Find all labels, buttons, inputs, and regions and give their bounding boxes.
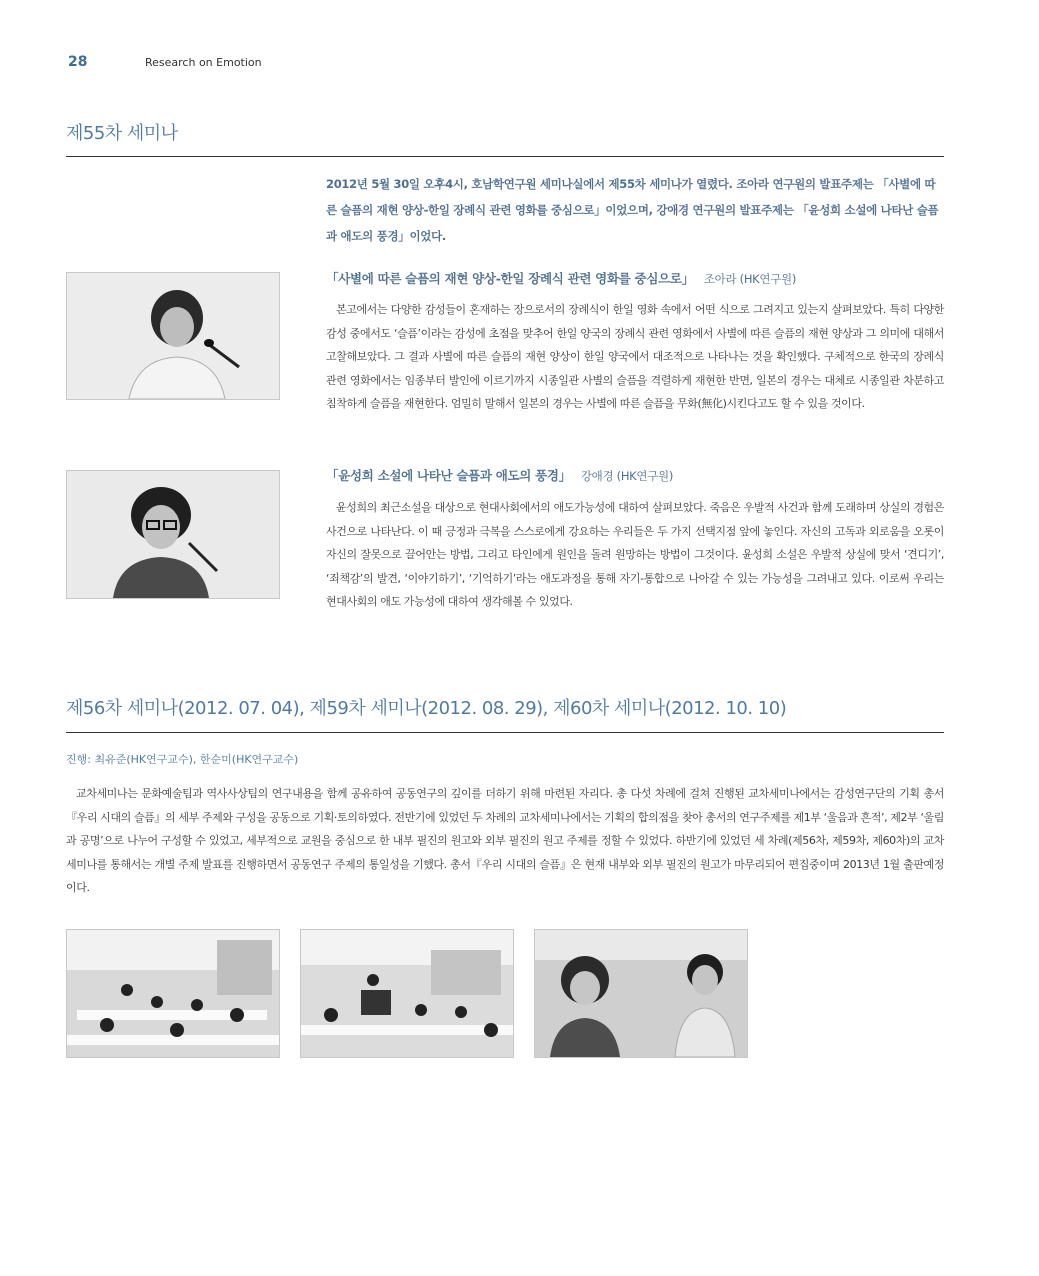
seminar56-host: 진행: 최유준(HK연구교수), 한순미(HK연구교수) xyxy=(66,753,299,766)
seminar-photo-2-graphic xyxy=(301,930,513,1057)
seminar-photo-1 xyxy=(66,929,280,1058)
seminar-photo-1-graphic xyxy=(67,930,279,1057)
presenter-photo-1 xyxy=(66,272,280,400)
seminar55-title: 제55차 세미나 xyxy=(66,123,178,144)
page-number: 28 xyxy=(68,54,88,70)
presenter-photo-2 xyxy=(66,470,280,599)
presenter-photo-1-graphic xyxy=(67,273,279,399)
talk1-title: 「사별에 따른 슬픔의 재현 양상-한일 장례식 관련 영화를 중심으로」 xyxy=(326,271,694,286)
seminar-photo-3 xyxy=(534,929,748,1058)
seminar56-title: 제56차 세미나(2012. 07. 04), 제59차 세미나(2012. 08. 29), 제60차 세미나(2012. 10. 10) xyxy=(66,698,787,719)
seminar55-rule xyxy=(66,156,944,157)
seminar55-intro: 2012년 5월 30일 오후4시, 호남학연구원 세미나실에서 제55차 세미나가 열렸다. 조아라 연구원의 발표주제는 「사별에 따른 슬픔의 재현 양상-한일 장례식 관련 영화를 중심으로」이었으며, 강애경 연구원의 발표주제는 「윤성희 소설에 나타난 슬픔과 애도의 풍경」이었다. xyxy=(326,177,939,243)
talk2-title: 「윤성희 소설에 나타난 슬픔과 애도의 풍경」 xyxy=(326,468,571,483)
talk1-presenter: 조아라 (HK연구원) xyxy=(703,272,797,286)
talk2-presenter: 강애경 (HK연구원) xyxy=(580,469,674,483)
seminar-photo-2 xyxy=(300,929,514,1058)
talk1-body: 본고에서는 다양한 감성들이 혼재하는 장으로서의 장례식이 한일 영화 속에서 어떤 식으로 그려지고 있는지 살펴보았다. 특히 다양한 감성 중에서도 ‘슬픔’이라는 감성에 초점을 맞추어 한일 양국의 장례식 관련 영화에서 사별에 따른 슬픔의 재현 양상과 그 의미에 대해서 고찰해보았다. 그 결과 사별에 따른 슬픔의 재현 양상이 한일 양국에서 대조적으로 나타나는 것을 확인했다. 구체적으로 한국의 장례식 관련 영화에서는 임종부터 발인에 이르기까지 시종일관 사별의 슬픔을 격렬하게 재현한 반면, 일본의 경우는 대체로 시종일관 차분하고 침착하게 슬픔을 재현한다. 엄밀히 말해서 일본의 경우는 사별에 따른 슬픔을 무화(無化)시킨다고도 할 수 있을 것이다. xyxy=(326,303,944,410)
talk2-body: 윤성희의 최근소설을 대상으로 현대사회에서의 애도가능성에 대하여 살펴보았다. 죽음은 우발적 사건과 함께 도래하며 상실의 경험은 사건으로 나타난다. 이 때 긍정과 극복을 스스로에게 강요하는 우리들은 두 가지 선택지점 앞에 놓인다. 자신의 고독과 외로움을 오롯이 자신의 잘못으로 끌어안는 방법, 그리고 타인에게 원인을 돌려 원망하는 방법이 그것이다. 윤성희 소설은 우발적 상실에 맞서 ‘견디기’, ‘죄책감’의 발견, ‘이야기하기’, ‘기억하기’라는 애도과정을 통해 자기-통합으로 나아갈 수 있는 가능성을 그려내고 있다. 이로써 우리는 현대사회의 애도 가능성에 대하여 생각해볼 수 있었다. xyxy=(326,501,944,608)
seminar-photo-3-graphic xyxy=(535,930,747,1057)
seminar56-rule xyxy=(66,732,944,733)
running-title: Research on Emotion xyxy=(145,56,262,69)
presenter-photo-2-graphic xyxy=(67,471,279,598)
talk1-heading xyxy=(326,269,796,287)
talk2-heading xyxy=(326,466,673,484)
seminar56-body: 교차세미나는 문화예술팀과 역사사상팀의 연구내용을 함께 공유하여 공동연구의 깊이를 더하기 위해 마련된 자리다. 총 다섯 차례에 걸쳐 진행된 교차세미나에서는 감성연구단의 기획 총서『우리 시대의 슬픔』의 세부 주제와 구성을 공동으로 기획·토의하였다. 전반기에 있었던 두 차례의 교차세미나에서는 기획의 합의점을 찾아 총서의 연구주제를 제1부 ‘울음과 흔적’, 제2부 ‘울림과 공명’으로 나누어 구성할 수 있었고, 세부적으로 교원을 중심으로 한 내부 필진의 원고와 외부 필진의 원고 주제를 정할 수 있었다. 하반기에 있었던 세 차례(제56차, 제59차, 제60차)의 교차세미나를 통해서는 개별 주제 발표를 진행하면서 공동연구 주제의 통일성을 기했다. 총서『우리 시대의 슬픔』은 현재 내부와 외부 필진의 원고가 마무리되어 편집중이며 2013년 1월 출판예정이다. xyxy=(66,787,944,894)
